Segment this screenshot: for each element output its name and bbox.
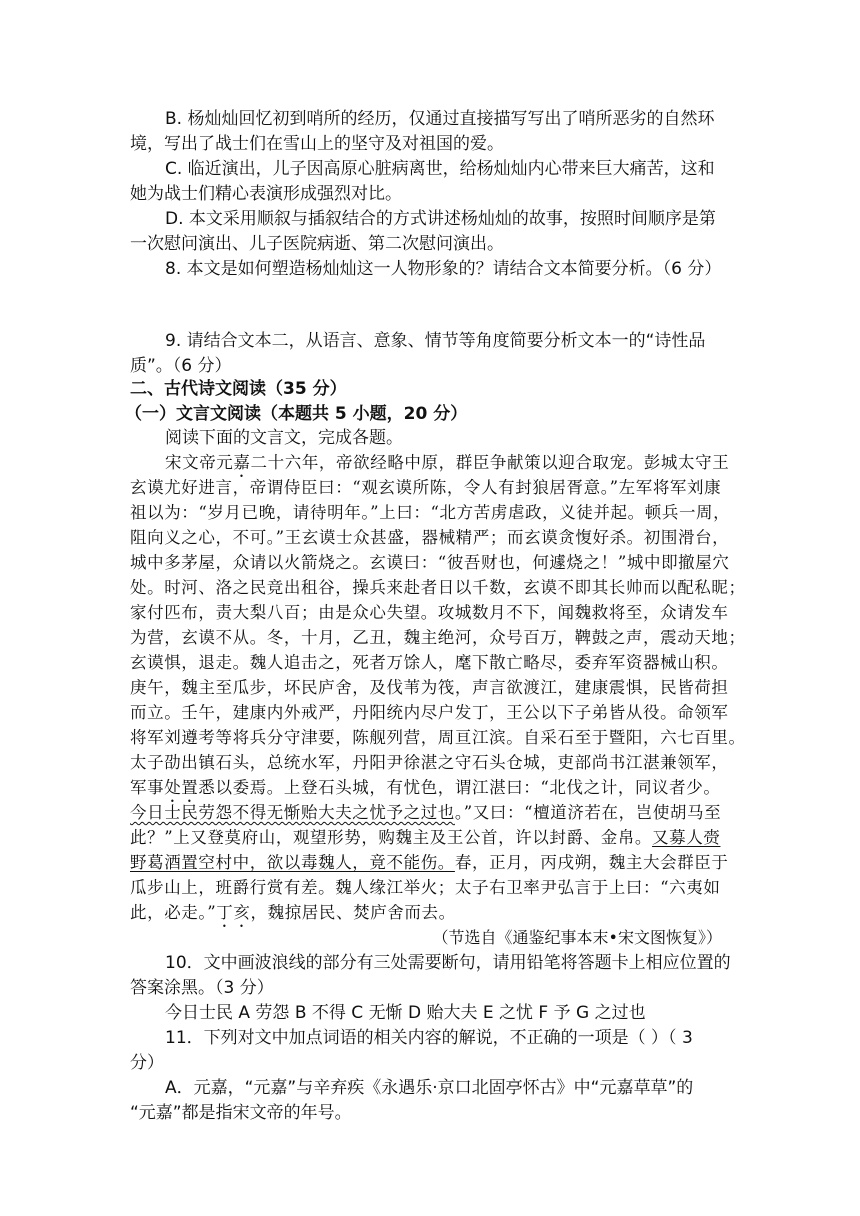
passage-line: 玄谟尤好进言，帝谓侍臣曰：“观玄谟所陈，令人有封狼居胥意。”左军将军刘康 — [130, 478, 722, 497]
dotted-word-chuzhi: 处置 — [164, 778, 199, 797]
passage-line: 太子劭出镇石头，总统水军，丹阳尹徐湛之守石头仓城，吏部尚书江湛兼领军， — [130, 753, 729, 772]
question-10-choices: 今日士民 A 劳怨 B 不得 C 无惭 D 贻大夫 E 之忧 F 予 G 之过也 — [165, 1003, 646, 1023]
passage-line: 庚午，魏主至瓜步，坏民庐舍，及伐苇为筏，声言欲渡江，建康震惧，民皆荷担 — [130, 678, 729, 697]
q7-option-d-line2: 一次慰问演出、儿子医院病逝、第二次慰问演出。 — [130, 234, 504, 254]
passage-line: 处。时河、洛之民竞出租谷，操兵来赴者日以千数，玄谟不即其长帅而以配私昵； — [130, 578, 746, 597]
question-11-option-a-line2: “元嘉”都是指宋文帝的年号。 — [130, 1103, 352, 1123]
passage-line: 家付匹布，责大梨八百；由是众心失望。攻城数月不下，闻魏救将至，众请发车 — [130, 603, 729, 622]
subsection-heading: （一）文言文阅读（本题共 5 小题，20 分） — [125, 404, 468, 424]
question-8: 8. 本文是如何塑造杨灿灿这一人物形象的？请结合文本简要分析。（6 分） — [165, 259, 722, 279]
question-10-line1: 10．文中画波浪线的部分有三处需要断句，请用铅笔将答题卡上相应位置的 — [165, 953, 731, 973]
underlined-sentence: 又募人赍 — [652, 828, 721, 847]
passage-line: 为营，玄谟不从。冬，十月，乙丑，魏主绝河，众号百万，鞞鼓之声，震动天地； — [130, 628, 746, 647]
q7-option-d-line1: D. 本文采用顺叙与插叙结合的方式讲述杨灿灿的故事，按照时间顺序是第 — [165, 209, 716, 229]
reading-instruction: 阅读下面的文言文，完成各题。 — [165, 428, 403, 448]
passage-line: 此？”上又登莫府山，观望形势，购魏主及王公首，许以封爵、金帛。又募人赍 — [130, 828, 721, 847]
q7-option-b-line1: B. 杨灿灿回忆初到哨所的经历，仅通过直接描写写出了哨所恶劣的自然环 — [165, 109, 715, 129]
question-10-line2: 答案涂黑。（3 分） — [130, 978, 274, 998]
wavy-underlined-sentence: 今日士民劳怨不得无惭贻大夫之忧予之过也 — [130, 803, 455, 822]
passage-line: 瓜步山上，班爵行赏有差。魏人缘江举火；太子右卫率尹弘言于上曰：“六夷如 — [130, 878, 721, 897]
passage-line: 宋文帝元嘉二十六年，帝欲经略中原，群臣争献策以迎合取宠。彭城太守王 — [165, 453, 730, 472]
q7-option-c-line2: 她为战士们精心表演形成强烈对比。 — [130, 184, 402, 204]
passage-line: 将军刘遵考等将兵分守津要，陈舰列营，周亘江滨。自采石至于暨阳，六七百里。 — [130, 728, 746, 747]
underlined-sentence: 野葛酒置空村中，欲以毒魏人，竟不能伤。 — [130, 853, 455, 872]
passage-line: 祖以为：“岁月已晚，请待明年。”上曰：“北方苦虏虐政，义徒并起。顿兵一周， — [130, 503, 731, 522]
dotted-word-dinghai: 丁亥 — [216, 903, 251, 922]
passage-line: 城中多茅屋，众请以火箭烧之。玄谟曰：“彼吾财也，何遽烧之！”城中即撤屋穴 — [130, 553, 730, 572]
passage-line: 而立。壬午，建康内外戒严，丹阳统内尽户发丁，王公以下子弟皆从役。命领军 — [130, 703, 729, 722]
question-9-line2: 质”。（6 分） — [130, 356, 232, 376]
section-heading: 二、古代诗文阅读（35 分） — [130, 379, 347, 399]
passage-line: 军事处置悉以委焉。上登石头城，有忧色，谓江湛曰：“北伐之计，同议者少。 — [130, 778, 721, 797]
question-11-line1: 11．下列对文中加点词语的相关内容的解说，不正确的一项是（ ）（ 3 — [165, 1028, 693, 1048]
q7-option-b-line2: 境，写出了战士们在雪山上的坚守及对祖国的爱。 — [130, 134, 504, 154]
question-11-option-a-line1: A．元嘉，“元嘉”与辛弃疾《永遇乐·京口北固亭怀古》中“元嘉草草”的 — [165, 1078, 694, 1098]
question-11-line2: 分） — [130, 1053, 164, 1073]
question-9-line1: 9. 请结合文本二，从语言、意象、情节等角度简要分析文本一的“诗性品 — [165, 331, 706, 351]
passage-line: 阻向义之心，不可。”王玄谟士众甚盛，器械精严；而玄谟贪愎好杀。初围滑台， — [130, 528, 730, 547]
passage-line: 野葛酒置空村中，欲以毒魏人，竟不能伤。春，正月，丙戌朔，魏主大会群臣于 — [130, 853, 729, 872]
passage-source: （节选自《通鉴纪事本末•宋文图恢复》） — [432, 928, 722, 947]
passage-line: 玄谟惧，退走。魏人追击之，死者万馀人，麾下散亡略尽，委弃军资器械山积。 — [130, 653, 729, 672]
dotted-word-yuanjia: 嘉 — [233, 453, 251, 472]
passage-line: 此，必走。”丁亥，魏掠居民、焚庐舍而去。 — [130, 903, 456, 922]
passage-line: 今日士民劳怨不得无惭贻大夫之忧予之过也。”又曰：“檀道济若在，岂使胡马至 — [130, 803, 722, 822]
q7-option-c-line1: C. 临近演出，儿子因高原心脏病离世，给杨灿灿内心带来巨大痛苦，这和 — [165, 159, 715, 179]
